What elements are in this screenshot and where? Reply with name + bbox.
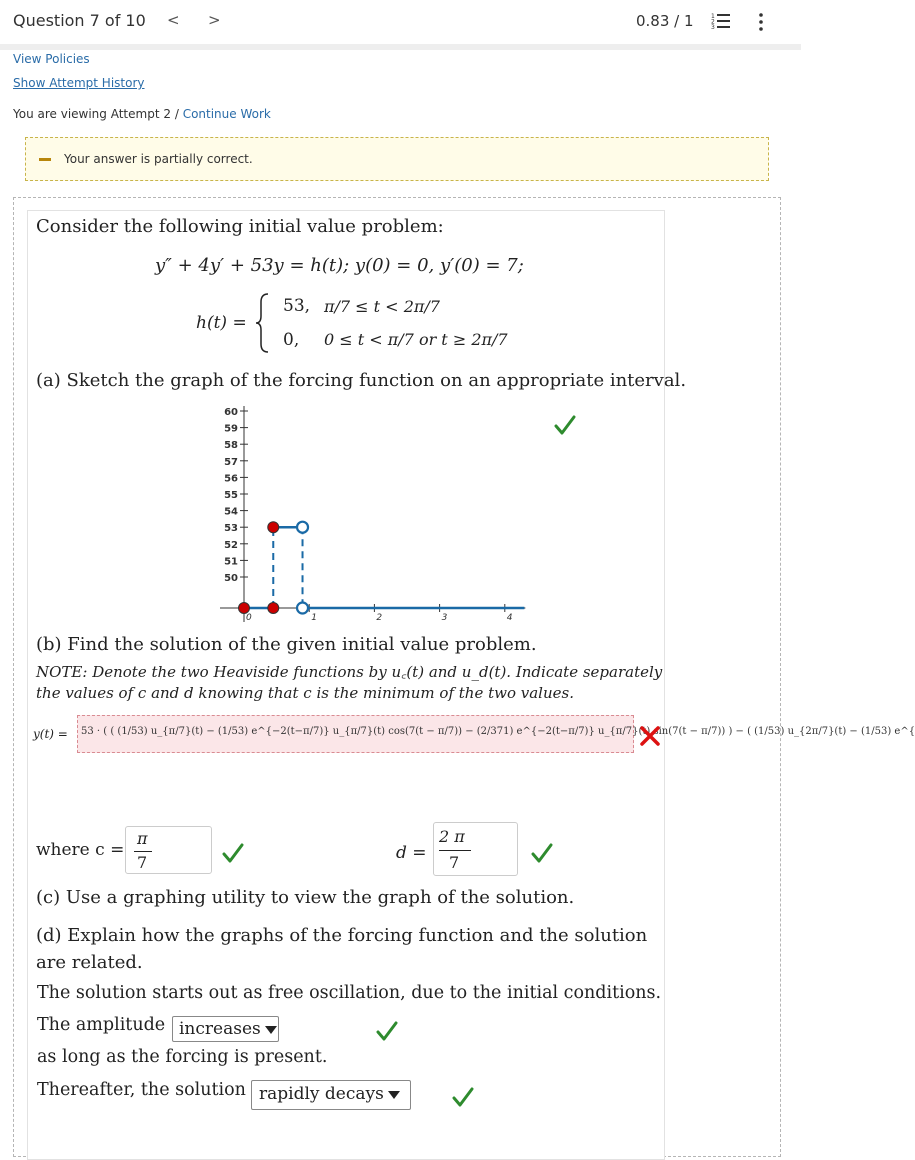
score-display: 0.83 / 1	[636, 12, 694, 30]
solution-answer-text: 53 · ( ( (1/53) u_{π/7}(t) − (1/53) e^{−2(t−π/7)} u_{π/7}(t) cos(7(t − π/7)) − (2/371) e^{−2(t−π/7)} u_{π/7}(t) sin(7(t − π/7)) ) − ( (1/53) u_{2π/7}(t) − (1/53) e^{	[81, 726, 915, 737]
open-point	[297, 522, 308, 533]
part-b-note-line2: the values of c and d knowing that c is the minimum of the two values.	[36, 684, 574, 702]
amplitude-selected: increases	[179, 1019, 261, 1039]
y-tick-label: 57	[224, 456, 238, 468]
next-question-button[interactable]: >	[208, 11, 221, 29]
amplitude-dropdown[interactable]	[172, 1016, 279, 1042]
case2-condition: 0 ≤ t < π/7 or t ≥ 2π/7	[324, 330, 508, 349]
thereafter-label: Thereafter, the solution	[37, 1080, 246, 1100]
d-fraction-bar	[439, 850, 471, 851]
solution-answer-input[interactable]	[77, 715, 915, 753]
feedback-text: Your answer is partially correct.	[64, 152, 253, 166]
view-policies-link[interactable]: View Policies	[13, 52, 90, 66]
part-b-prompt: (b) Find the solution of the given initial value problem.	[36, 634, 537, 655]
y-tick-label: 60	[224, 407, 238, 418]
d-label: d =	[396, 843, 427, 863]
closed-point	[268, 603, 279, 614]
y-tick-label: 58	[224, 440, 238, 452]
dropdown-caret-icon	[388, 1091, 400, 1099]
d-numerator: 2 π	[439, 827, 465, 846]
y-tick-label: 54	[224, 506, 238, 518]
solution-behavior-selected: rapidly decays	[259, 1084, 384, 1104]
correct-check-icon	[221, 842, 245, 864]
attempt-separator: /	[174, 107, 179, 121]
y-label: y(t) =	[33, 727, 68, 741]
y-tick-label: 55	[224, 490, 238, 501]
correct-check-icon	[375, 1020, 399, 1042]
c-fraction-bar	[134, 851, 152, 852]
question-counter: Question 7 of 10	[13, 11, 146, 30]
amplitude-label: The amplitude	[37, 1015, 166, 1035]
prev-question-button[interactable]: <	[167, 11, 180, 29]
d-value-input[interactable]	[433, 822, 518, 876]
part-d-line2: are related.	[36, 952, 143, 973]
y-tick-label: 59	[224, 423, 238, 435]
where-c-label: where c =	[36, 840, 125, 860]
part-d-line1: (d) Explain how the graphs of the forcing function and the solution	[36, 925, 648, 946]
case2-value: 0,	[283, 330, 300, 350]
svg-text:1: 1	[711, 13, 715, 20]
y-tick-label: 51	[224, 556, 238, 568]
part-d-sentence1: The solution starts out as free oscillation, due to the initial conditions.	[37, 983, 662, 1003]
c-numerator: π	[137, 829, 148, 848]
closed-point	[268, 522, 279, 533]
dropdown-caret-icon	[265, 1026, 277, 1034]
part-b-note-line1: NOTE: Denote the two Heaviside functions by u꜀(t) and u_d(t). Indicate separately	[36, 663, 663, 681]
y-tick-label: 56	[224, 473, 238, 485]
c-denominator: 7	[137, 853, 148, 872]
y-tick-label: 50	[224, 573, 238, 584]
correct-check-icon	[530, 842, 554, 864]
incorrect-x-icon	[638, 725, 662, 747]
case1-value: 53,	[283, 296, 311, 316]
d-denominator: 7	[449, 853, 460, 872]
continue-work-link[interactable]: Continue Work	[182, 107, 271, 121]
x-tick-label: 0	[246, 613, 252, 623]
case1-cond-left: π/7 ≤ t <	[324, 297, 399, 316]
solution-behavior-dropdown[interactable]	[251, 1080, 411, 1110]
forcing-present-text: as long as the forcing is present.	[37, 1047, 328, 1067]
attempt-label: You are viewing Attempt 2	[13, 107, 171, 121]
open-point	[297, 603, 308, 614]
closed-point	[239, 603, 250, 614]
y-tick-label: 52	[224, 539, 238, 551]
part-c-prompt: (c) Use a graphing utility to view the graph of the solution.	[36, 887, 575, 908]
h-label: h(t) =	[196, 313, 247, 333]
show-attempt-history-link[interactable]: Show Attempt History	[13, 76, 145, 90]
ode-equation: y″ + 4y′ + 53y = h(t); y(0) = 0, y′(0) = 7;	[155, 255, 524, 276]
svg-text:2: 2	[711, 18, 715, 26]
x-tick-label: 2	[376, 613, 383, 623]
part-a-prompt: (a) Sketch the graph of the forcing function on an appropriate interval.	[36, 370, 687, 391]
correct-check-icon	[451, 1086, 475, 1108]
y-tick-label: 53	[224, 523, 238, 535]
svg-text:3: 3	[711, 24, 715, 31]
x-tick-label: 1	[311, 613, 317, 623]
problem-intro: Consider the following initial value problem:	[36, 216, 444, 237]
c-value-input[interactable]	[125, 826, 212, 874]
x-tick-label: 4	[506, 613, 513, 623]
case1-cond-right: 2π/7	[403, 297, 440, 316]
x-tick-label: 3	[441, 613, 448, 623]
